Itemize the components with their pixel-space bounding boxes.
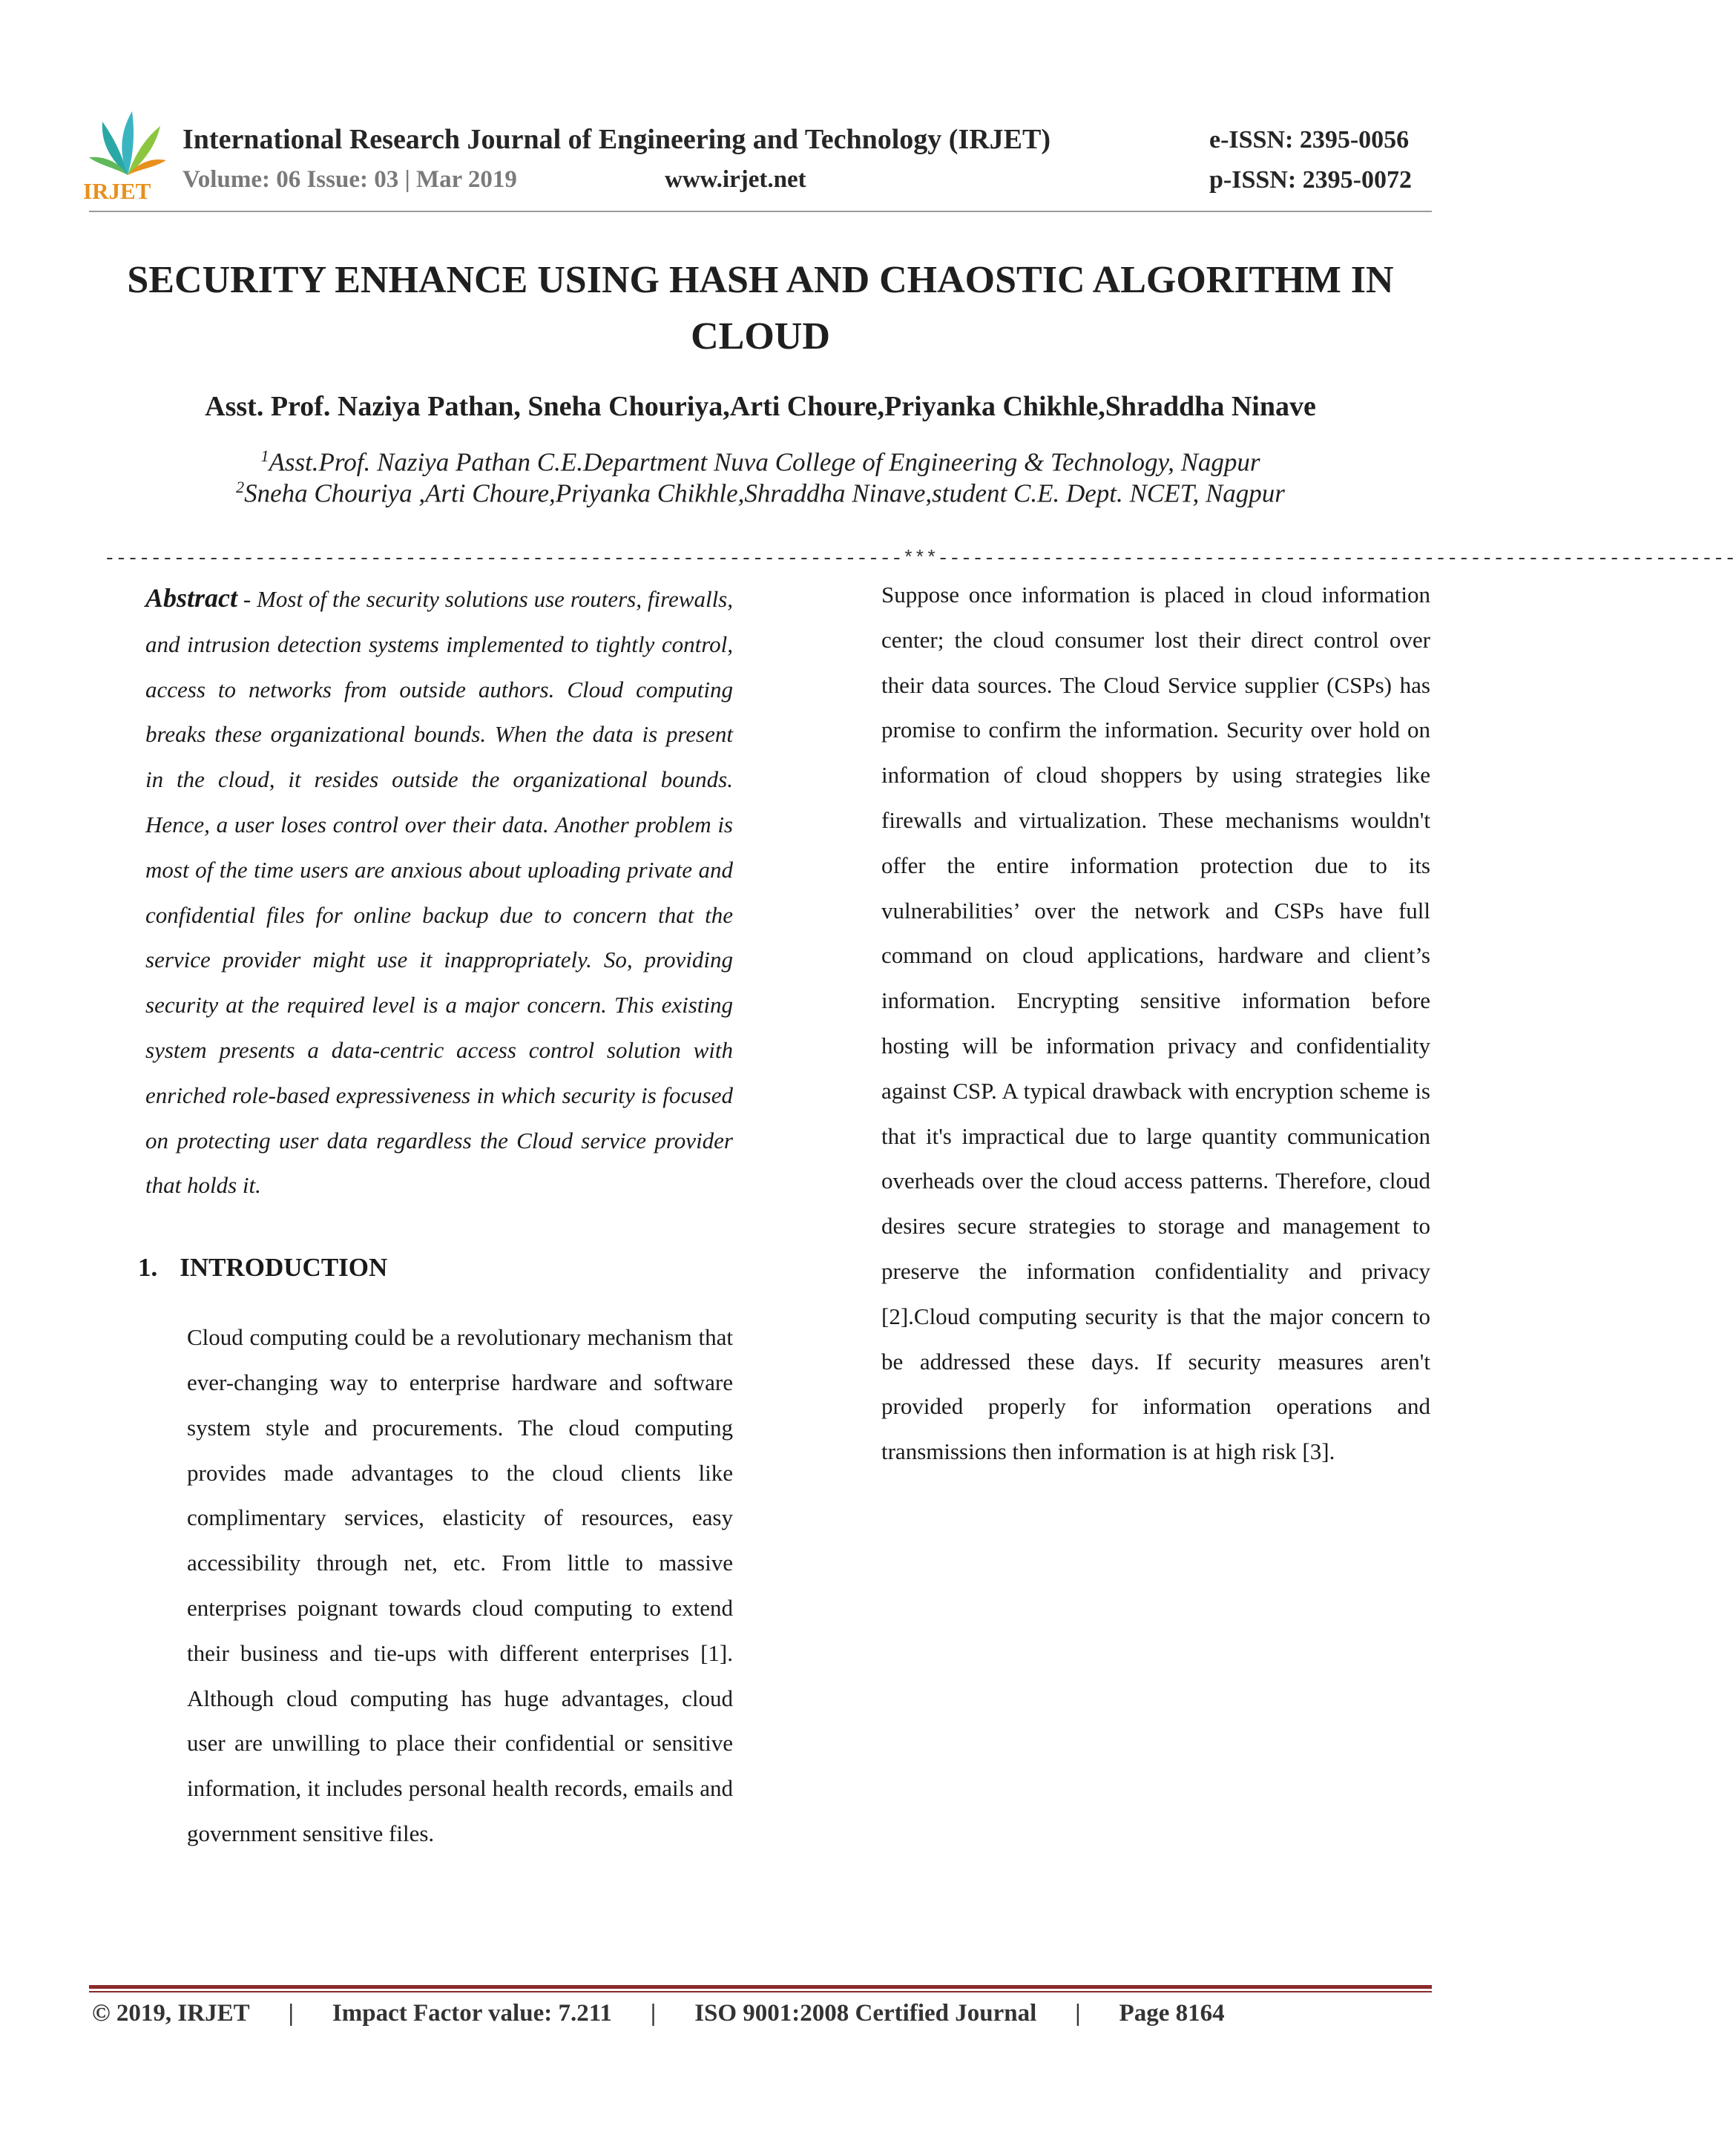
- affiliation-2-text: Sneha Chouriya ,Arti Choure,Priyanka Chikhle,Shraddha Ninave,student C.E. Dept. NCET, Nagpur: [244, 478, 1285, 508]
- section-number: 1.: [138, 1253, 158, 1283]
- p-issn: p-ISSN: 2395-0072: [1209, 166, 1412, 194]
- affiliation-2-marker: 2: [236, 478, 245, 496]
- section-title: INTRODUCTION: [180, 1253, 388, 1283]
- footer-rule-thin: [89, 1991, 1432, 1992]
- abstract: [145, 576, 733, 1208]
- footer-rule: [89, 1985, 1432, 1989]
- logo-text: IRJET: [83, 178, 151, 204]
- abstract-label: Abstract: [145, 583, 238, 613]
- author-list: Asst. Prof. Naziya Pathan, Sneha Chouriya,Arti Choure,Priyanka Chikhle,Shraddha Ninave: [205, 391, 1316, 422]
- journal-name: International Research Journal of Engineering and Technology (IRJET): [183, 124, 1051, 155]
- section-divider: ---------------------------------------------------------------------***---------------------------------------------------------------------: [104, 547, 1736, 570]
- affiliation-1-marker: 1: [260, 447, 269, 465]
- footer-copyright: © 2019, IRJET: [92, 2000, 250, 2027]
- e-issn: e-ISSN: 2395-0056: [1209, 126, 1410, 154]
- affiliation-1: [96, 447, 1424, 478]
- paper-title: SECURITY ENHANCE USING HASH AND CHAOSTIC ALGORITHM IN CLOUD: [127, 259, 1394, 358]
- header-rule: [89, 211, 1432, 212]
- page-footer: [92, 2000, 1225, 2027]
- footer-separator: |: [650, 2000, 657, 2027]
- right-column: [881, 573, 1430, 1475]
- footer-page-number: Page 8164: [1119, 2000, 1225, 2027]
- right-column-body: Suppose once information is placed in cloud information center; the cloud consumer lost their direct control over their data sources. The Cloud Service supplier (CSPs) has promise to confirm the information. Security over hold on information of cloud shoppers by using strategies like firewalls and virtualization. These mechanisms wouldn't offer the entire information protection due to its vulnerabilities’ over the network and CSPs have full command on cloud applications, hardware and client’s information. Encrypting sensitive information before hosting will be information privacy and confidentiality against CSP. A typical drawback with encryption scheme is that it's impractical due to large quantity communication overheads over the cloud access patterns. Therefore, cloud desires secure strategies to storage and management to preserve the information confidentiality and privacy [2].Cloud computing security is that the major concern to be addressed these days. If security measures aren't provided properly for information operations and transmissions then information is at high risk [3].: [881, 582, 1430, 1465]
- affiliation-2: [96, 478, 1424, 509]
- volume-issue: Volume: 06 Issue: 03 | Mar 2019: [183, 166, 517, 193]
- footer-iso: ISO 9001:2008 Certified Journal: [694, 2000, 1037, 2027]
- footer-separator: |: [288, 2000, 294, 2027]
- abstract-text: - Most of the security solutions use routers, firewalls, and intrusion detection systems implemented to tightly control, access to networks from outside authors. Cloud computing breaks these organizational bounds. When the data is present in the cloud, it resides outside the organizational bounds. Hence, a user loses control over their data. Another problem is most of the time users are anxious about uploading private and confidential files for online backup due to concern that the service provider might use it inappropriately. So, providing security at the required level is a major concern. This existing system presents a data-centric access control solution with enriched role-based expressiveness in which security is focused on protecting user data regardless the Cloud service provider that holds it.: [145, 586, 733, 1199]
- irjet-logo: [83, 107, 168, 204]
- journal-website[interactable]: www.irjet.net: [665, 166, 806, 193]
- introduction-heading: [138, 1253, 733, 1283]
- footer-separator: |: [1075, 2000, 1081, 2027]
- left-column: [138, 576, 733, 1857]
- footer-impact-factor: Impact Factor value: 7.211: [332, 2000, 612, 2027]
- introduction-body: Cloud computing could be a revolutionary mechanism that ever-changing way to enterprise hardware and software system style and procurements. The cloud computing provides made advantages to the cloud clients like complimentary services, elasticity of resources, easy accessibility through net, etc. From little to massive enterprises poignant towards cloud computing to extend their business and tie-ups with different enterprises [1]. Although cloud computing has huge advantages, cloud user are unwilling to place their confidential or sensitive information, it includes personal health records, emails and government sensitive files.: [187, 1324, 733, 1846]
- affiliation-1-text: Asst.Prof. Naziya Pathan C.E.Department Nuva College of Engineering & Technology, Nagpur: [269, 447, 1260, 477]
